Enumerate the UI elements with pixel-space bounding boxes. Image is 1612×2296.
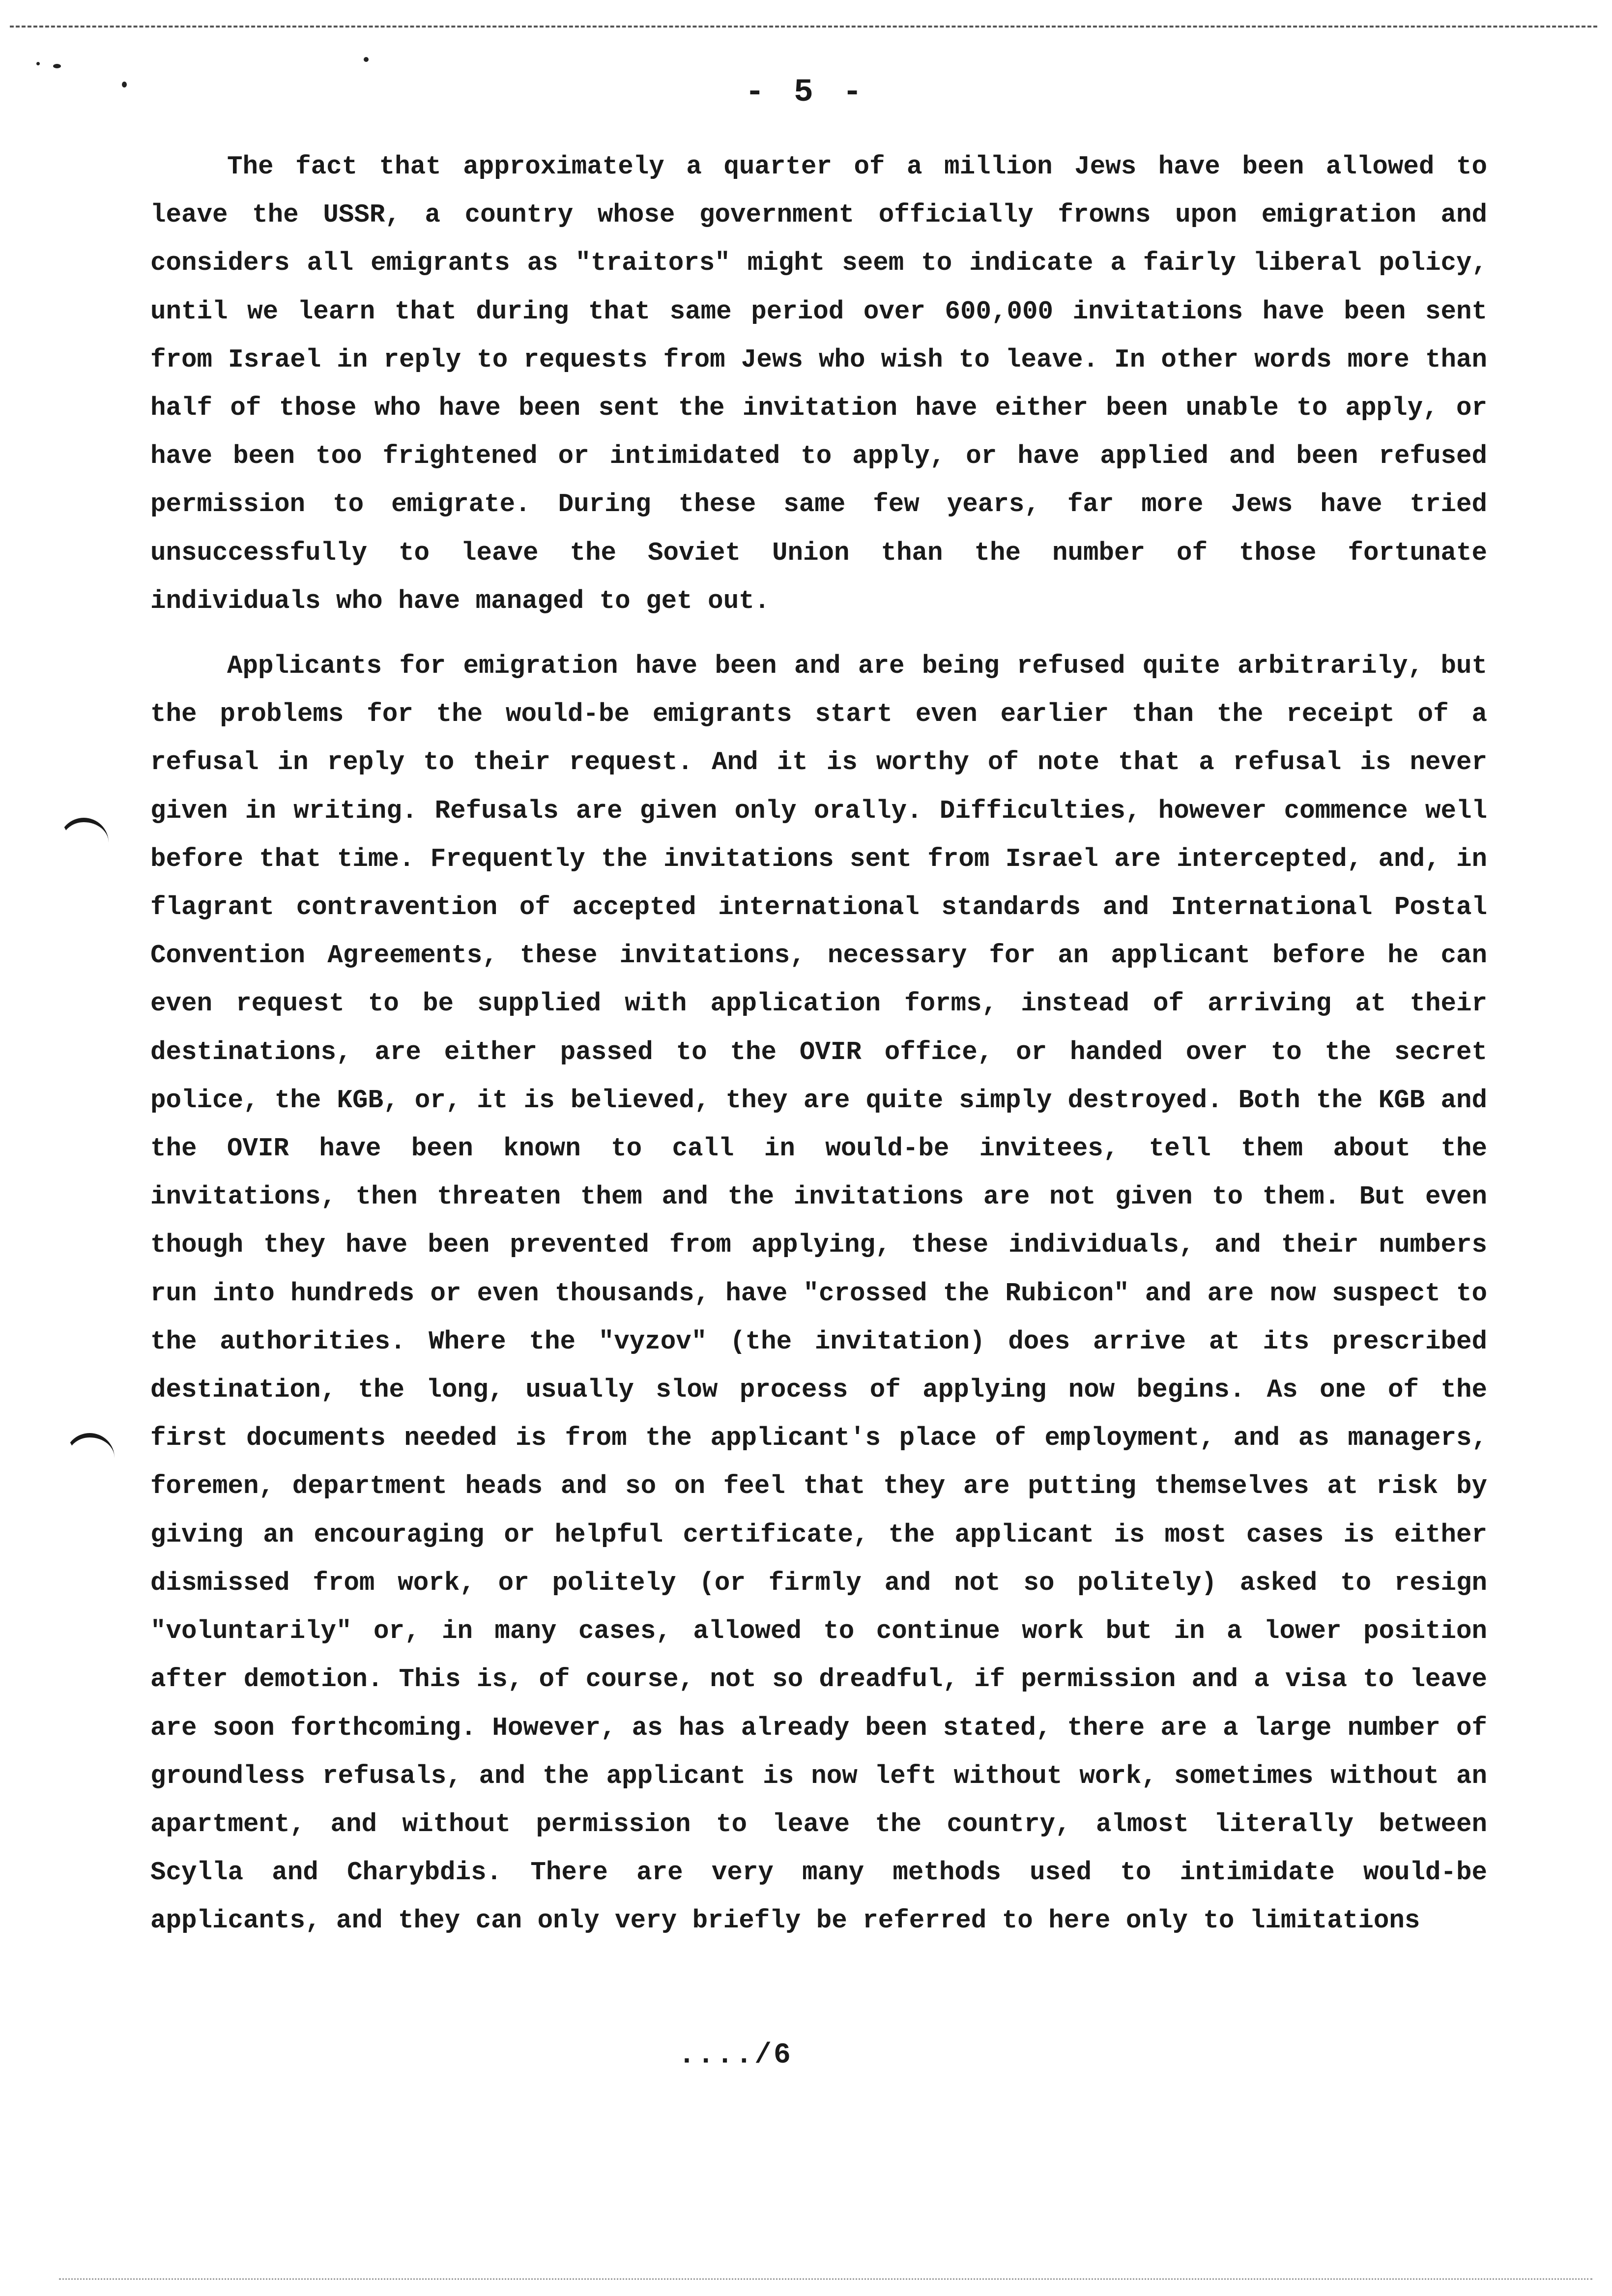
binder-hole-mark <box>65 1433 115 1465</box>
paragraph: Applicants for emigration have been and are being refused quite arbitrarily, but the problems for the would-be emigrants start even earlier than the receipt of a refusal in reply to their request. And it is worthy of note that a refusal is never given in writing. Refusals are given only orally. Difficulties, however commence well before that time. Frequently the invitations sent from Israel are intercepted, and, in flagrant contravention of accepted international standards and International Postal Convention Agreements, these invitations, necessary for an applicant before he can even request to be supplied with application forms, instead of arriving at their destinations, are either passed to the OVIR office, or handed over to the secret police, the KGB, or, it is believed, they are quite simply destroyed. Both the KGB and the OVIR have been known to call in would-be invitees, tell them about the invitations, then threaten them and the invitations are not given to them. But even though they have been prevented from applying, these individuals, and their numbers run into hundreds or even thousands, have "crossed the Rubicon" and are now suspect to the authorities. Where the "vyzov" (the invitation) does arrive at its prescribed destination, the long, usually slow process of applying now begins. As one of the first documents needed is from the applicant's place of employment, and as managers, foremen, department heads and so on feel that they are putting themselves at risk by giving an encouraging or helpful certificate, the applicant is most cases is either dismissed from work, or politely (or firmly and not so politely) asked to resign "voluntarily" or, in many cases, allowed to continue work but in a lower position after demotion. This is, of course, not so dreadful, if permission and a visa to leave are soon forthcoming. However, as has already been stated, there are a large number of groundless refusals, and the applicant is now left without work, sometimes without an apartment, and without permission to leave the country, almost literally between Scylla and Charybdis. There are very many methods used to intimidate would-be applicants, and they can only very briefly be referred to here only to limitations <box>150 651 1487 1936</box>
continuation-marker: ..../6 <box>678 2039 793 2071</box>
binder-hole-mark <box>59 818 109 850</box>
body-text <box>150 143 1487 1962</box>
top-edge-rule <box>10 26 1597 28</box>
bottom-edge-rule <box>59 2278 1592 2280</box>
paragraph: The fact that approximately a quarter of a million Jews have been allowed to leave the USSR, a country whose government officially frowns upon emigration and considers all emigrants as "traitors" might seem to indicate a fairly liberal policy, until we learn that during that same period over 600,000 invitations have been sent from Israel in reply to requests from Jews who wish to leave. In other words more than half of those who have been sent the invitation have either been unable to apply, or have been too frightened or intimidated to apply, or have applied and been refused permission to emigrate. During these same few years, far more Jews have tried unsuccessfully to leave the Soviet Union than the number of those fortunate individuals who have managed to get out. <box>150 152 1487 616</box>
page-number: - 5 - <box>745 74 867 111</box>
ink-speck <box>364 57 369 62</box>
ink-speck <box>36 62 40 65</box>
ink-speck <box>53 64 61 68</box>
